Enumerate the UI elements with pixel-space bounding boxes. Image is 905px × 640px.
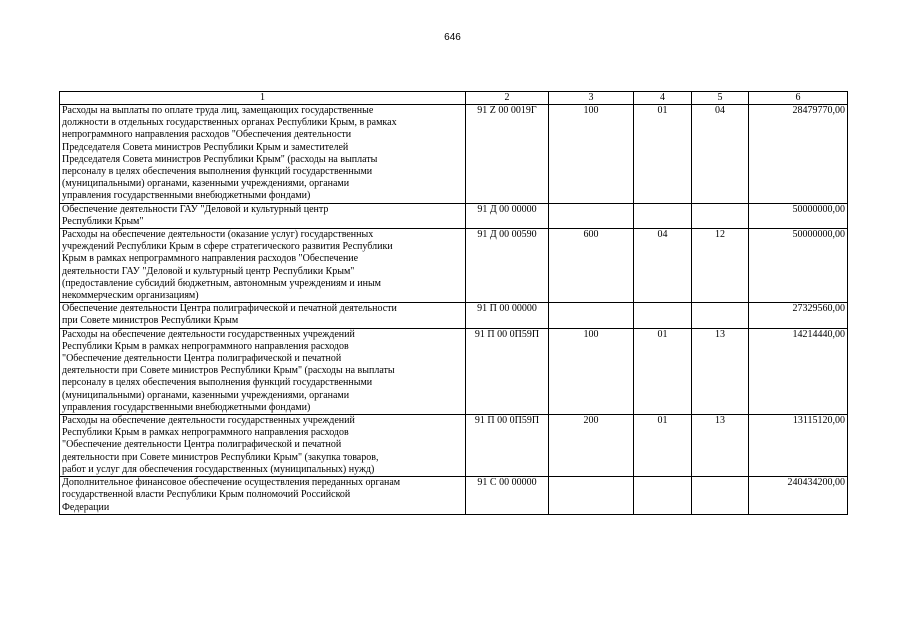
row-column-4 [634, 303, 692, 328]
row-column-3: 200 [549, 415, 634, 477]
row-description: Расходы на обеспечение деятельности государственных учреждений Республики Крым в рамках непрограммного направления расходов "Обеспечение деятельности Центра полиграфической и печатной деятельности при Совете министров Республики Крым" (закупка товаров, работ и услуг для обеспечения государственных (муниципальных) нужд) [60, 415, 466, 477]
row-code: 91 Д 00 00590 [466, 229, 549, 303]
row-column-3: 600 [549, 229, 634, 303]
table-row [60, 105, 848, 204]
row-description: Обеспечение деятельности Центра полиграфической и печатной деятельности при Совете министров Республики Крым [60, 303, 466, 328]
table-row [60, 203, 848, 228]
row-code: 91 П 00 0П59П [466, 328, 549, 414]
budget-table [59, 91, 848, 515]
table-row [60, 303, 848, 328]
row-column-3: 100 [549, 328, 634, 414]
table-row [60, 477, 848, 515]
row-amount: 28479770,00 [749, 105, 848, 204]
row-column-5 [692, 203, 749, 228]
column-header: 2 [466, 92, 549, 105]
column-header: 5 [692, 92, 749, 105]
table-row [60, 229, 848, 303]
table-header-row [60, 92, 848, 105]
row-column-4: 01 [634, 415, 692, 477]
row-column-4: 01 [634, 105, 692, 204]
row-column-5: 13 [692, 328, 749, 414]
row-code: 91 Д 00 00000 [466, 203, 549, 228]
row-description: Расходы на обеспечение деятельности (оказание услуг) государственных учреждений Республики Крым в сфере стратегического развития Республики Крым в рамках непрограммного направления расходов "Обеспечение деятельности ГАУ "Деловой и культурный центр Республики Крым" (предоставление субсидий бюджетным, автономным учреждениям и иным некоммерческим организациям) [60, 229, 466, 303]
row-amount: 13115120,00 [749, 415, 848, 477]
table-row [60, 328, 848, 414]
row-description: Расходы на выплаты по оплате труда лиц, замещающих государственные должности в отдельных государственных органах Республики Крым, в рамках непрограммного направления расходов "Обеспечения деятельности Председателя Совета министров Республики Крым и заместителей Председателя Совета министров Республики Крым" (расходы на выплаты персоналу в целях обеспечения выполнения функций государственными (муниципальными) органами, казенными учреждениями, органами управления государственными внебюджетными фондами) [60, 105, 466, 204]
row-column-3 [549, 477, 634, 515]
row-description: Обеспечение деятельности ГАУ "Деловой и культурный центр Республики Крым" [60, 203, 466, 228]
row-column-4: 01 [634, 328, 692, 414]
row-amount: 50000000,00 [749, 229, 848, 303]
row-code: 91 Z 00 0019Г [466, 105, 549, 204]
row-column-3: 100 [549, 105, 634, 204]
table-row [60, 415, 848, 477]
row-column-5: 13 [692, 415, 749, 477]
row-description: Дополнительное финансовое обеспечение осуществления переданных органам государственной власти Республики Крым полномочий Российской Федерации [60, 477, 466, 515]
row-column-5: 04 [692, 105, 749, 204]
row-column-5: 12 [692, 229, 749, 303]
row-code: 91 П 00 0П59П [466, 415, 549, 477]
page-number: 646 [444, 32, 461, 43]
row-column-3 [549, 303, 634, 328]
row-column-4 [634, 203, 692, 228]
row-column-5 [692, 477, 749, 515]
column-header: 3 [549, 92, 634, 105]
column-header: 6 [749, 92, 848, 105]
row-amount: 14214440,00 [749, 328, 848, 414]
row-column-3 [549, 203, 634, 228]
column-header: 4 [634, 92, 692, 105]
row-column-4: 04 [634, 229, 692, 303]
column-header: 1 [60, 92, 466, 105]
row-description: Расходы на обеспечение деятельности государственных учреждений Республики Крым в рамках непрограммного направления расходов "Обеспечение деятельности Центра полиграфической и печатной деятельности при Совете министров Республики Крым" (расходы на выплаты персоналу в целях обеспечения выполнения функций государственными (муниципальными) органами, казенными учреждениями, органами управления государственными внебюджетными фондами) [60, 328, 466, 414]
row-column-4 [634, 477, 692, 515]
row-code: 91 С 00 00000 [466, 477, 549, 515]
row-amount: 240434200,00 [749, 477, 848, 515]
row-amount: 50000000,00 [749, 203, 848, 228]
row-code: 91 П 00 00000 [466, 303, 549, 328]
row-column-5 [692, 303, 749, 328]
row-amount: 27329560,00 [749, 303, 848, 328]
